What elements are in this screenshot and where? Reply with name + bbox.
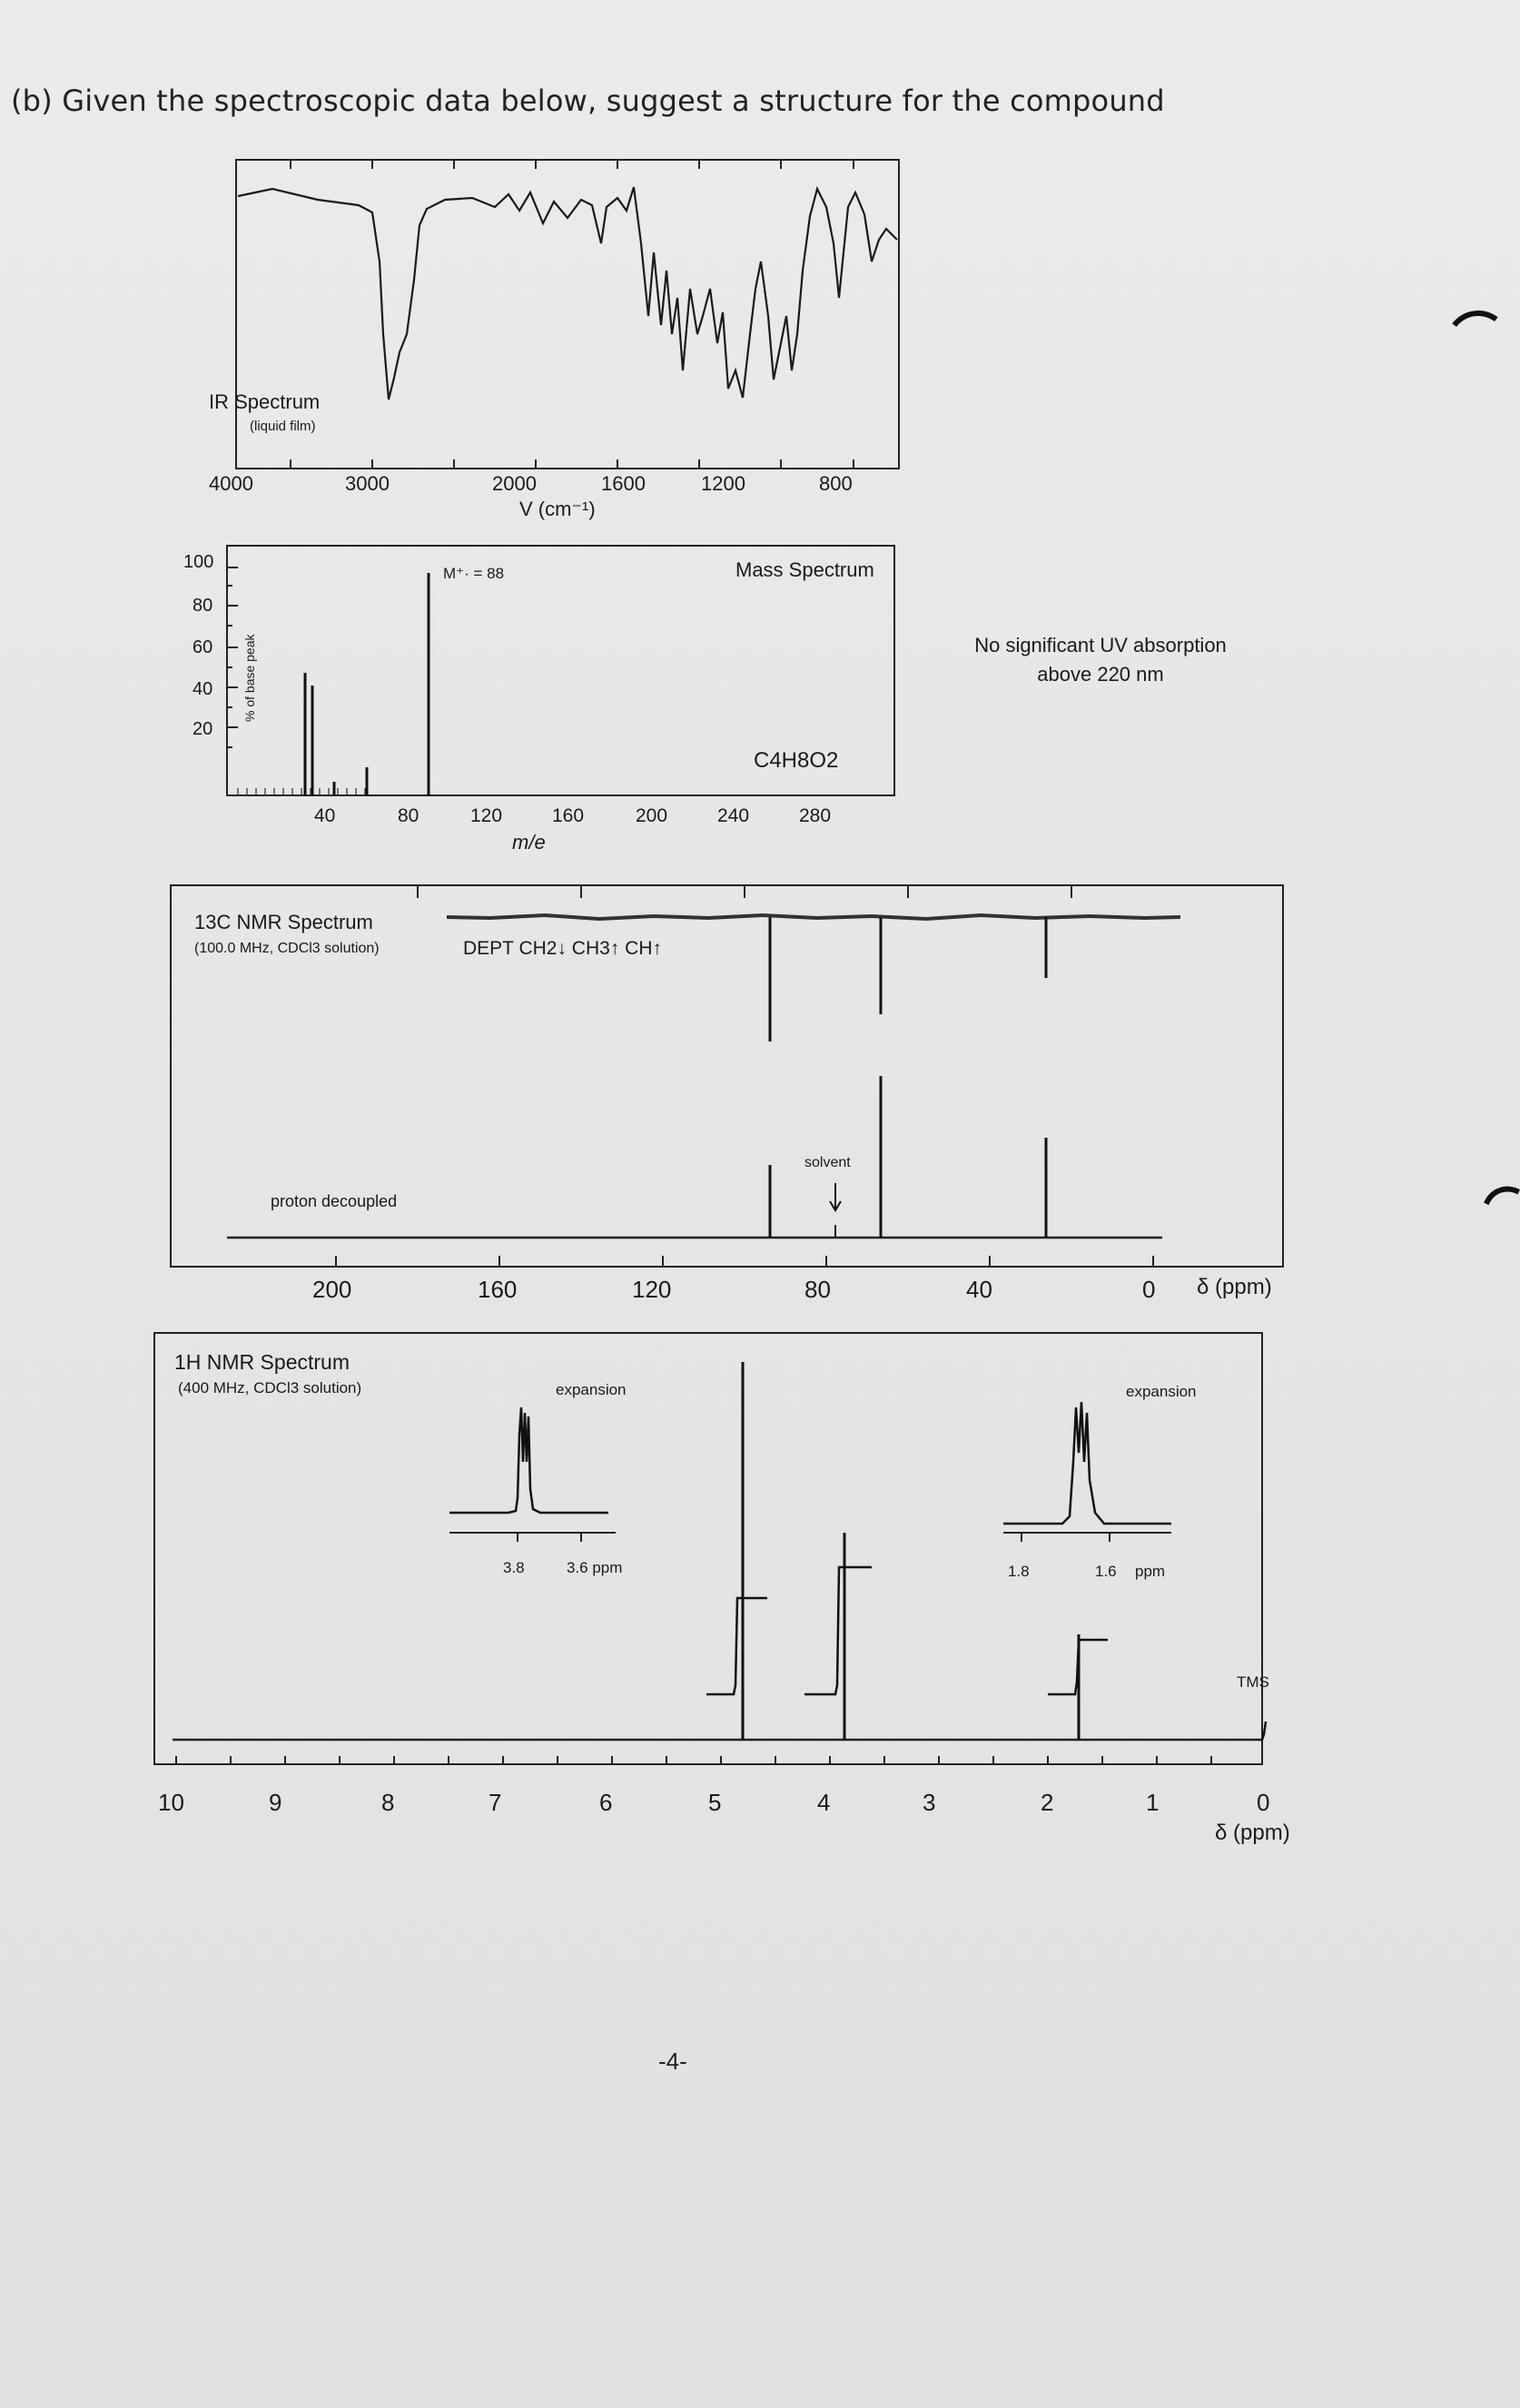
- h1-tick-6: 6: [599, 1789, 613, 1816]
- ms-y-tick-100: 100: [183, 552, 214, 572]
- h1-tick-8: 8: [381, 1789, 395, 1816]
- ir-tick-1600: 1600: [601, 472, 646, 495]
- dept-label: DEPT CH2↓ CH3↑ CH↑: [463, 938, 662, 959]
- ir-tick-1200: 1200: [701, 472, 745, 495]
- h1-title: 1H NMR Spectrum: [174, 1350, 350, 1374]
- question-text: (b) Given the spectroscopic data below, suggest a structure for the compound: [11, 84, 1165, 118]
- expansion2-tick-16: 1.6: [1095, 1563, 1117, 1580]
- ir-trace: [238, 187, 897, 400]
- ir-x-label: V (cm⁻¹): [519, 498, 596, 520]
- expansion1-tick-38: 3.8: [503, 1559, 525, 1576]
- ms-formula: C4H8O2: [754, 748, 839, 773]
- ir-tick-4000: 4000: [209, 472, 253, 495]
- h1-tick-9: 9: [269, 1789, 282, 1816]
- c13-tick-160: 160: [478, 1276, 518, 1303]
- ms-x-tick-200: 200: [636, 805, 668, 826]
- c13-subtitle: (100.0 MHz, CDCl3 solution): [194, 941, 380, 956]
- ms-x-tick-120: 120: [470, 805, 503, 826]
- ir-spectrum: [182, 153, 926, 534]
- proton-decoupled-label: proton decoupled: [271, 1192, 398, 1210]
- c13-x-label: δ (ppm): [1197, 1275, 1272, 1299]
- ms-x-label: m/e: [512, 831, 546, 854]
- ms-x-tick-160: 160: [552, 805, 585, 826]
- ir-tick-800: 800: [819, 472, 853, 495]
- h1-tick-7: 7: [489, 1789, 502, 1816]
- expansion1-trace: [449, 1407, 608, 1513]
- c13-tick-200: 200: [312, 1276, 352, 1303]
- ms-y-tick-20: 20: [192, 719, 213, 739]
- h1-tick-10: 10: [158, 1789, 184, 1816]
- page-number: -4-: [658, 2048, 687, 2075]
- expansion2-label: expansion: [1126, 1383, 1197, 1400]
- h1-tick-4: 4: [817, 1789, 831, 1816]
- ir-title: IR Spectrum: [209, 390, 321, 413]
- c13-nmr-spectrum: [163, 876, 1308, 1312]
- c13-tick-40: 40: [966, 1276, 992, 1303]
- ir-tick-3000: 3000: [345, 472, 390, 495]
- ms-y-label: % of base peak: [242, 634, 257, 722]
- ms-y-tick-60: 60: [192, 637, 213, 657]
- ms-molecular-ion: M⁺· = 88: [443, 565, 505, 582]
- h1-tick-1: 1: [1146, 1789, 1160, 1816]
- dept-baseline: [447, 915, 1180, 919]
- h1-subtitle: (400 MHz, CDCl3 solution): [178, 1379, 362, 1396]
- h1-tick-0: 0: [1257, 1789, 1270, 1816]
- ms-x-tick-40: 40: [314, 805, 336, 826]
- ms-y-tick-80: 80: [192, 596, 213, 616]
- tms-label: TMS: [1237, 1673, 1269, 1691]
- c13-tick-120: 120: [632, 1276, 672, 1303]
- c13-tick-0: 0: [1142, 1276, 1156, 1303]
- h1-integral-2-0: [804, 1567, 872, 1694]
- pen-mark-top: [1441, 306, 1515, 380]
- ms-x-tick-80: 80: [398, 805, 419, 826]
- h1-nmr-spectrum: [136, 1326, 1317, 1870]
- solvent-label: solvent: [804, 1155, 851, 1170]
- expansion2-ppm: ppm: [1135, 1563, 1166, 1580]
- ms-title: Mass Spectrum: [735, 558, 874, 581]
- h1-x-label: δ (ppm): [1215, 1821, 1290, 1845]
- solvent-arrow: [830, 1183, 841, 1210]
- c13-tick-80: 80: [804, 1276, 831, 1303]
- c13-title: 13C NMR Spectrum: [194, 911, 373, 933]
- mass-spectrum: [173, 540, 917, 876]
- expansion2-tick-18: 1.8: [1008, 1563, 1030, 1580]
- h1-tick-3: 3: [923, 1789, 936, 1816]
- expansion1-tick-36: 3.6 ppm: [567, 1559, 623, 1576]
- h1-tick-5: 5: [708, 1789, 722, 1816]
- ir-subtitle: (liquid film): [250, 419, 316, 434]
- uv-note: No significant UV absorption above 220 nm: [974, 634, 1227, 686]
- ir-tick-2000: 2000: [492, 472, 537, 495]
- ms-y-tick-40: 40: [192, 679, 213, 699]
- h1-integral-4-1: [706, 1598, 767, 1694]
- expansion2-trace: [1003, 1402, 1171, 1524]
- h1-tick-2: 2: [1041, 1789, 1054, 1816]
- pen-mark-bottom: [1473, 1179, 1520, 1259]
- ms-x-tick-280: 280: [799, 805, 832, 826]
- expansion1-label: expansion: [556, 1381, 627, 1398]
- ms-x-tick-240: 240: [717, 805, 750, 826]
